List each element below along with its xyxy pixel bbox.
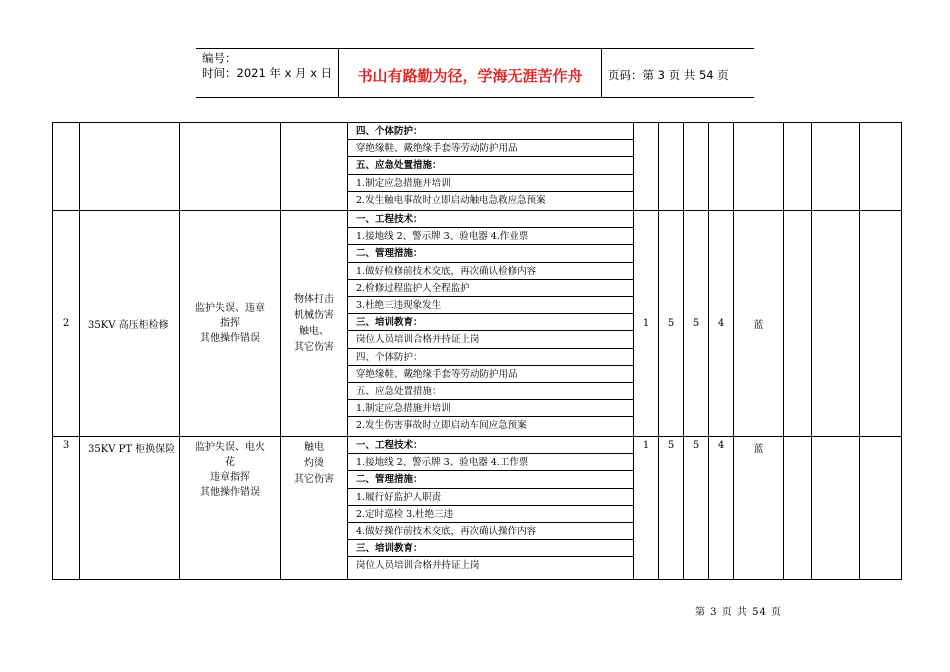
- hazard-line: 触电、: [299, 325, 329, 337]
- row-number-cell: 3: [53, 437, 80, 580]
- measure-line: 二、管理措施：: [348, 471, 633, 488]
- risk-level-cell: 蓝: [734, 211, 784, 437]
- severity-cell: 5: [684, 437, 709, 580]
- measure-line: 岗位人员培训合格并持证上岗: [348, 331, 633, 348]
- task-name-cell: 35KV PT 柜换保险: [80, 437, 180, 580]
- cause-cell: [180, 437, 281, 580]
- measure-line: 1.制定应急措施并培训: [348, 400, 633, 417]
- measure-line: 一、工程技术：: [348, 211, 633, 228]
- measure-line: 2.发生伤害事故时立即启动车间应急预案: [356, 420, 527, 432]
- measure-line: 四、个体防护：: [348, 123, 633, 140]
- task-name-cell: [80, 123, 180, 211]
- likelihood-cell: [634, 123, 659, 211]
- exposure-cell: 5: [659, 437, 684, 580]
- measures-cell: [348, 211, 634, 437]
- empty-cell: [812, 123, 860, 211]
- row-number-cell: [53, 123, 80, 211]
- empty-cell: [784, 211, 812, 437]
- measures-cell: [348, 123, 634, 211]
- empty-cell: [860, 211, 902, 437]
- hazard-cell: [281, 437, 348, 580]
- hazard-cell: [281, 123, 348, 211]
- measure-line: 1.履行好监护人职责: [348, 489, 633, 506]
- hazard-line: 灼烫: [304, 458, 324, 469]
- time-text: 时间：2021 年 x 月 x 日: [202, 66, 333, 80]
- risk-score-cell: 4: [709, 437, 734, 580]
- empty-cell: [860, 437, 902, 580]
- measure-line: 2.定时巡检 3.杜绝三违: [348, 506, 633, 523]
- measure-line: 二、管理措施：: [348, 245, 633, 262]
- measure-line: 三、培训教育：: [348, 314, 633, 331]
- measures-cell: [348, 437, 634, 580]
- page-header: [196, 48, 754, 98]
- task-name-cell: 35KV 高压柜检修: [80, 211, 180, 437]
- page-footer: 第 3 页 共 54 页: [695, 607, 782, 618]
- cause-cell: [180, 211, 281, 437]
- measure-line: 穿绝缘鞋、戴绝缘手套等劳动防护用品: [348, 366, 633, 383]
- cause-line: 监护失误、电火: [195, 442, 265, 453]
- measure-line: 2.发生触电事故时立即启动触电急救应急预案: [356, 194, 546, 206]
- hazard-line: 其它伤害: [294, 341, 334, 353]
- measure-line: 五、应急处置措施：: [348, 383, 633, 400]
- measure-line: 1.接地线 2、警示牌 3、验电器 4.工作票: [348, 454, 633, 471]
- cause-line: 指挥: [220, 318, 240, 329]
- header-page-number: 页码：第 3 页 共 54 页: [608, 68, 729, 82]
- hazard-cell: [281, 211, 348, 437]
- cause-line: 违章指挥: [210, 472, 250, 483]
- measure-line: 四、个体防护：: [348, 349, 633, 366]
- serial-label: 编号：: [202, 51, 237, 65]
- measure-line: 岗位人员培训合格并持证上岗: [356, 560, 480, 572]
- measure-line: 五、应急处置措施：: [348, 157, 633, 174]
- risk-table: [52, 122, 902, 580]
- table-row: [53, 211, 902, 437]
- table-row: [53, 437, 902, 580]
- header-info: [196, 49, 339, 97]
- measure-line: 1.接地线 2、警示牌 3、验电器 4.作业票: [348, 228, 633, 245]
- risk-level-cell: [734, 123, 784, 211]
- empty-cell: [784, 123, 812, 211]
- measure-line: 3.杜绝三违现象发生: [348, 297, 633, 314]
- measure-line: 2.检修过程监护人全程监护: [348, 280, 633, 297]
- hazard-line: 机械伤害: [294, 309, 334, 321]
- risk-level-cell: 蓝: [734, 437, 784, 580]
- likelihood-cell: 1: [634, 437, 659, 580]
- hazard-line: 其它伤害: [294, 474, 334, 485]
- empty-cell: [784, 437, 812, 580]
- header-motto: 书山有路勤为径，学海无涯苦作舟: [339, 49, 602, 97]
- cause-line: 花: [225, 457, 235, 468]
- measure-line: 1.做好检修前技术交底，再次确认检修内容: [348, 263, 633, 280]
- measure-line: 1.制定应急措施并培训: [348, 175, 633, 192]
- severity-cell: [684, 123, 709, 211]
- empty-cell: [860, 123, 902, 211]
- risk-score-cell: 4: [709, 211, 734, 437]
- exposure-cell: [659, 123, 684, 211]
- measure-line: 4.做好操作前技术交底，再次确认操作内容: [348, 523, 633, 540]
- cause-line: 监护失误、违章: [195, 303, 265, 314]
- cause-cell: [180, 123, 281, 211]
- measure-line: 三、培训教育：: [348, 540, 633, 557]
- measure-line: 穿绝缘鞋、戴绝缘手套等劳动防护用品: [348, 140, 633, 157]
- cause-line: 其他操作错误: [200, 333, 260, 344]
- empty-cell: [812, 437, 860, 580]
- table-row: [53, 123, 902, 211]
- measure-line: 一、工程技术：: [348, 437, 633, 454]
- exposure-cell: 5: [659, 211, 684, 437]
- hazard-line: 物体打击: [294, 293, 334, 305]
- empty-cell: [812, 211, 860, 437]
- cause-line: 其他操作错误: [200, 487, 260, 498]
- risk-score-cell: [709, 123, 734, 211]
- likelihood-cell: 1: [634, 211, 659, 437]
- severity-cell: 5: [684, 211, 709, 437]
- row-number-cell: 2: [53, 211, 80, 437]
- hazard-line: 触电: [304, 442, 324, 453]
